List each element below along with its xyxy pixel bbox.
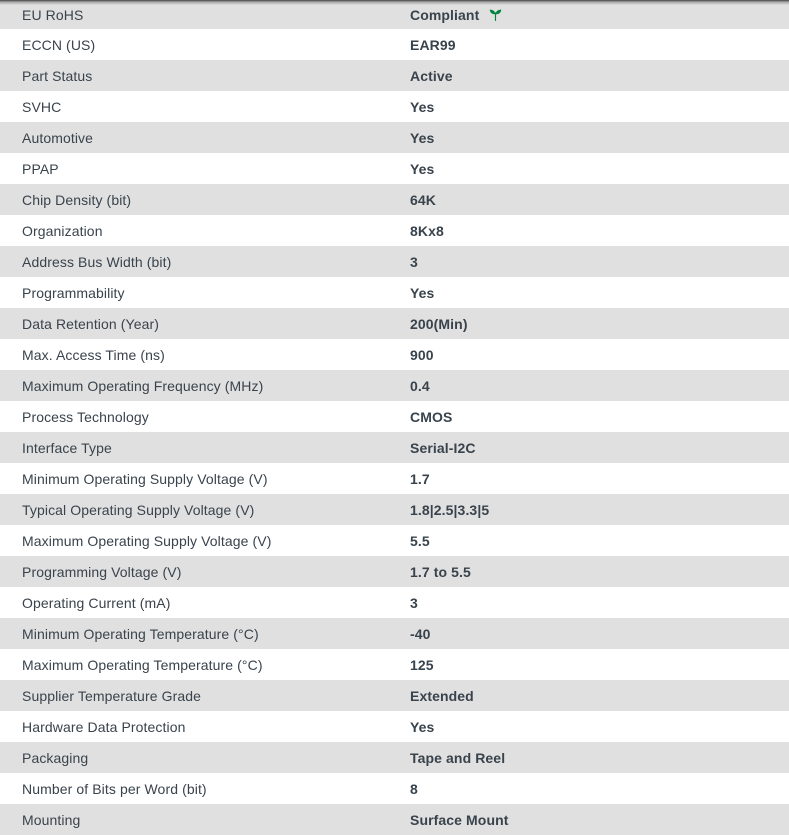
spec-value-cell	[410, 99, 789, 115]
spec-row	[0, 649, 789, 680]
spec-value: Yes	[410, 284, 435, 301]
spec-value: Yes	[410, 160, 435, 177]
spec-label: Organization	[22, 222, 103, 239]
spec-value: Yes	[410, 98, 435, 115]
spec-value: Tape and Reel	[410, 749, 506, 766]
spec-label: Number of Bits per Word (bit)	[22, 780, 207, 797]
spec-label: PPAP	[22, 160, 59, 177]
spec-value-cell	[410, 37, 789, 53]
spec-label: Maximum Operating Temperature (°C)	[22, 656, 263, 673]
spec-value: 1.8|2.5|3.3|5	[410, 501, 490, 518]
spec-value: 0.4	[410, 377, 430, 394]
spec-value: CMOS	[410, 408, 453, 425]
spec-label: EU RoHS	[22, 6, 84, 23]
spec-value-cell	[410, 626, 789, 642]
spec-value-cell	[410, 471, 789, 487]
spec-row	[0, 618, 789, 649]
spec-value-cell	[410, 719, 789, 735]
spec-label: Hardware Data Protection	[22, 718, 186, 735]
spec-value-cell	[410, 192, 789, 208]
spec-value-cell	[410, 347, 789, 363]
spec-value: 5.5	[410, 532, 430, 549]
spec-value-cell	[410, 688, 789, 704]
spec-value-cell	[410, 533, 789, 549]
spec-value: 8	[410, 780, 418, 797]
spec-value-cell	[410, 440, 789, 456]
spec-row	[0, 0, 789, 29]
spec-label: Chip Density (bit)	[22, 191, 132, 208]
spec-value-cell	[410, 316, 789, 332]
spec-value-cell	[410, 223, 789, 239]
spec-label: Supplier Temperature Grade	[22, 687, 201, 704]
spec-value: 64K	[410, 191, 436, 208]
spec-value-cell	[410, 564, 789, 580]
spec-value-cell	[410, 254, 789, 270]
spec-value-cell	[410, 595, 789, 611]
spec-row	[0, 587, 789, 618]
spec-value: 1.7 to 5.5	[410, 563, 471, 580]
spec-value-cell	[410, 409, 789, 425]
spec-row	[0, 184, 789, 215]
spec-label: Max. Access Time (ns)	[22, 346, 165, 363]
spec-label: Programmability	[22, 284, 125, 301]
spec-label: Maximum Operating Frequency (MHz)	[22, 377, 264, 394]
spec-label: Maximum Operating Supply Voltage (V)	[22, 532, 272, 549]
spec-value-cell	[410, 502, 789, 518]
spec-value: Yes	[410, 718, 435, 735]
spec-value-cell	[410, 161, 789, 177]
spec-row	[0, 494, 789, 525]
spec-value: 200(Min)	[410, 315, 468, 332]
spec-value-cell	[410, 812, 789, 828]
spec-value-cell	[410, 130, 789, 146]
spec-row	[0, 29, 789, 60]
spec-value: 3	[410, 253, 418, 270]
spec-label: Automotive	[22, 129, 94, 146]
spec-label: ECCN (US)	[22, 36, 96, 53]
spec-label: Typical Operating Supply Voltage (V)	[22, 501, 255, 518]
spec-row	[0, 215, 789, 246]
spec-value: 8Kx8	[410, 222, 444, 239]
spec-label: SVHC	[22, 98, 62, 115]
spec-value-cell	[410, 781, 789, 797]
spec-label: Interface Type	[22, 439, 112, 456]
spec-row	[0, 773, 789, 804]
spec-row	[0, 680, 789, 711]
spec-value: 1.7	[410, 470, 430, 487]
spec-label: Mounting	[22, 811, 81, 828]
spec-value: Yes	[410, 129, 435, 146]
spec-row	[0, 463, 789, 494]
spec-value: 3	[410, 594, 418, 611]
spec-value: 900	[410, 346, 434, 363]
spec-label: Packaging	[22, 749, 89, 766]
spec-value-cell	[410, 750, 789, 766]
spec-label: Minimum Operating Supply Voltage (V)	[22, 470, 268, 487]
spec-label: Data Retention (Year)	[22, 315, 159, 332]
spec-label: Minimum Operating Temperature (°C)	[22, 625, 259, 642]
spec-value-cell	[410, 378, 789, 394]
spec-label: Operating Current (mA)	[22, 594, 171, 611]
spec-value: EAR99	[410, 36, 456, 53]
spec-row	[0, 246, 789, 277]
spec-value: Compliant	[410, 6, 480, 23]
spec-value: Surface Mount	[410, 811, 509, 828]
spec-row	[0, 339, 789, 370]
spec-row	[0, 370, 789, 401]
spec-value-cell	[410, 285, 789, 301]
spec-value: Serial-I2C	[410, 439, 476, 456]
spec-value: -40	[410, 625, 431, 642]
spec-row	[0, 122, 789, 153]
spec-row	[0, 556, 789, 587]
spec-label: Programming Voltage (V)	[22, 563, 182, 580]
spec-label: Part Status	[22, 67, 93, 84]
spec-row	[0, 432, 789, 463]
spec-row	[0, 153, 789, 184]
spec-value: 125	[410, 656, 434, 673]
spec-row	[0, 742, 789, 773]
spec-row	[0, 401, 789, 432]
spec-row	[0, 804, 789, 835]
spec-value-cell	[410, 7, 789, 23]
spec-value: Extended	[410, 687, 474, 704]
spec-row	[0, 525, 789, 556]
spec-row	[0, 60, 789, 91]
spec-row	[0, 711, 789, 742]
spec-label: Address Bus Width (bit)	[22, 253, 172, 270]
spec-value-cell	[410, 68, 789, 84]
rohs-leaf-icon	[488, 7, 503, 22]
spec-row	[0, 277, 789, 308]
spec-label: Process Technology	[22, 408, 149, 425]
spec-value-cell	[410, 657, 789, 673]
spec-row	[0, 308, 789, 339]
spec-row	[0, 91, 789, 122]
spec-value: Active	[410, 67, 453, 84]
